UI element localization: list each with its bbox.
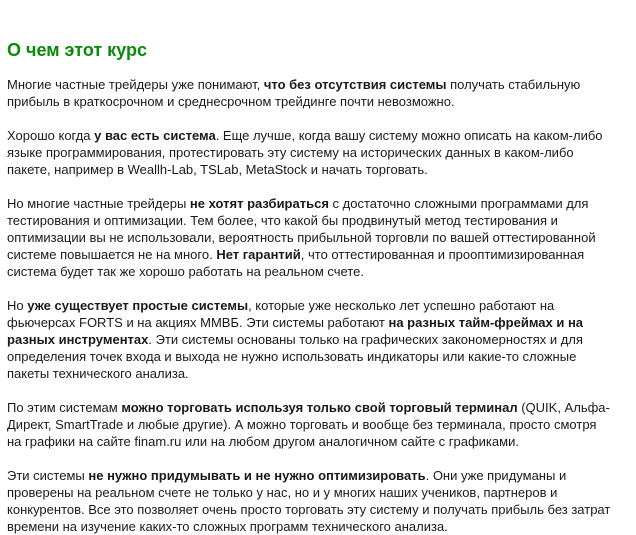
text-line: [7, 365, 631, 382]
text-run: проверены на реальном счете не только у нас, но и у многих наших учеников, партнеров и: [7, 485, 558, 500]
paragraph-no-wish-to-learn: [7, 195, 631, 280]
text-line: [7, 263, 631, 280]
text-run: с достаточно сложными программами для: [328, 196, 589, 211]
text-run: прибыль в краткосрочном и среднесрочном трейдинге почти невозможно.: [7, 94, 455, 109]
text-run: Хорошо когда: [7, 128, 95, 143]
text-run: Но многие частные трейдеры: [7, 196, 190, 211]
text-run: По этим системам: [7, 400, 122, 415]
bold-text: уже существует простые системы: [27, 298, 249, 313]
page-title: О чем этот курс: [7, 40, 147, 60]
text-run: пакете, например в Weallh-Lab, TSLab, MetaStock и начать торговать.: [7, 162, 428, 177]
text-run: . Они уже придуманы и: [425, 468, 567, 483]
text-run: Эти системы: [7, 468, 89, 483]
text-line: [7, 229, 631, 246]
text-run: языке программирования, протестировать эту систему на исторических данных в каком-либо: [7, 145, 574, 160]
paragraph-have-system: [7, 127, 631, 178]
text-run: . Эти системы основаны только на графических закономерностях и для: [148, 332, 583, 347]
text-line: [7, 518, 631, 535]
bold-text: не нужно придумывать и не нужно оптимизировать: [88, 468, 426, 483]
bold-text: на разных тайм-фреймах и на: [388, 315, 584, 330]
paragraph-no-optimization: [7, 467, 631, 535]
text-run: системе повышается не на много.: [7, 247, 217, 262]
text-line: [7, 212, 631, 229]
text-line: [7, 348, 631, 365]
paragraph-intro: [7, 76, 631, 110]
text-run: фьючерсах FORTS и на акциях ММВБ. Эти системы работают: [7, 315, 389, 330]
text-run: . Еще лучше, когда вашу систему можно описать на каком-либо: [215, 128, 603, 143]
text-run: , которые уже несколько лет успешно работают на: [248, 298, 555, 313]
bold-text: можно торговать используя только свой торговый терминал: [121, 400, 518, 415]
text-line: [7, 484, 631, 501]
text-run: система будет так же хорошо работать на реальном счете.: [7, 264, 364, 279]
text-run: Директ, SmartTrade и любые другие). А можно торговать и вообще без терминала, просто смотря: [7, 417, 597, 432]
paragraph-simple-systems: [7, 297, 631, 382]
text-run: , что оттестированная и прооптимизированная: [300, 247, 585, 262]
text-line: [7, 416, 631, 433]
text-line: [7, 433, 631, 450]
text-run: пакеты технического анализа.: [7, 366, 189, 381]
bold-text: не хотят разбираться: [189, 196, 329, 211]
text-run: Но: [7, 298, 28, 313]
text-line: [7, 76, 631, 93]
text-line: [7, 314, 631, 331]
text-line: [7, 127, 631, 144]
text-run: на графики на сайте finam.ru или на любом другом аналогичном сайте с графиками.: [7, 434, 519, 449]
text-line: [7, 399, 631, 416]
text-line: [7, 297, 631, 314]
text-line: [7, 144, 631, 161]
text-run: Многие частные трейдеры уже понимают,: [7, 77, 264, 92]
bold-text: разных инструментах: [7, 332, 149, 347]
text-run: (QUIK, Альфа-: [517, 400, 610, 415]
text-line: [7, 161, 631, 178]
text-line: [7, 93, 631, 110]
bold-text: что без отсутствия системы: [263, 77, 447, 92]
bold-text: Нет гарантий: [216, 247, 301, 262]
text-line: [7, 501, 631, 518]
text-line: [7, 246, 631, 263]
bold-text: у вас есть система: [94, 128, 216, 143]
text-run: тестирования и оптимизации. Тем более, что какой бы продвинутый метод тестирования и: [7, 213, 558, 228]
text-run: получать стабильную: [446, 77, 581, 92]
text-line: [7, 195, 631, 212]
text-run: определения точек входа и выхода не нужно использовать индикаторы или какие-то сложные: [7, 349, 577, 364]
paragraph-terminal: [7, 399, 631, 450]
text-line: [7, 467, 631, 484]
article: [7, 0, 631, 535]
text-run: оптимизации вы не использовали, вероятность прибыльной торговли по вашей оттестированной: [7, 230, 596, 245]
text-run: конкурентов. Все это позволяет очень просто торговать эту систему и получать прибыль без затрат: [7, 502, 611, 517]
text-line: [7, 331, 631, 348]
text-run: времени на изучение каких-то сложных программ технического анализа.: [7, 519, 448, 534]
